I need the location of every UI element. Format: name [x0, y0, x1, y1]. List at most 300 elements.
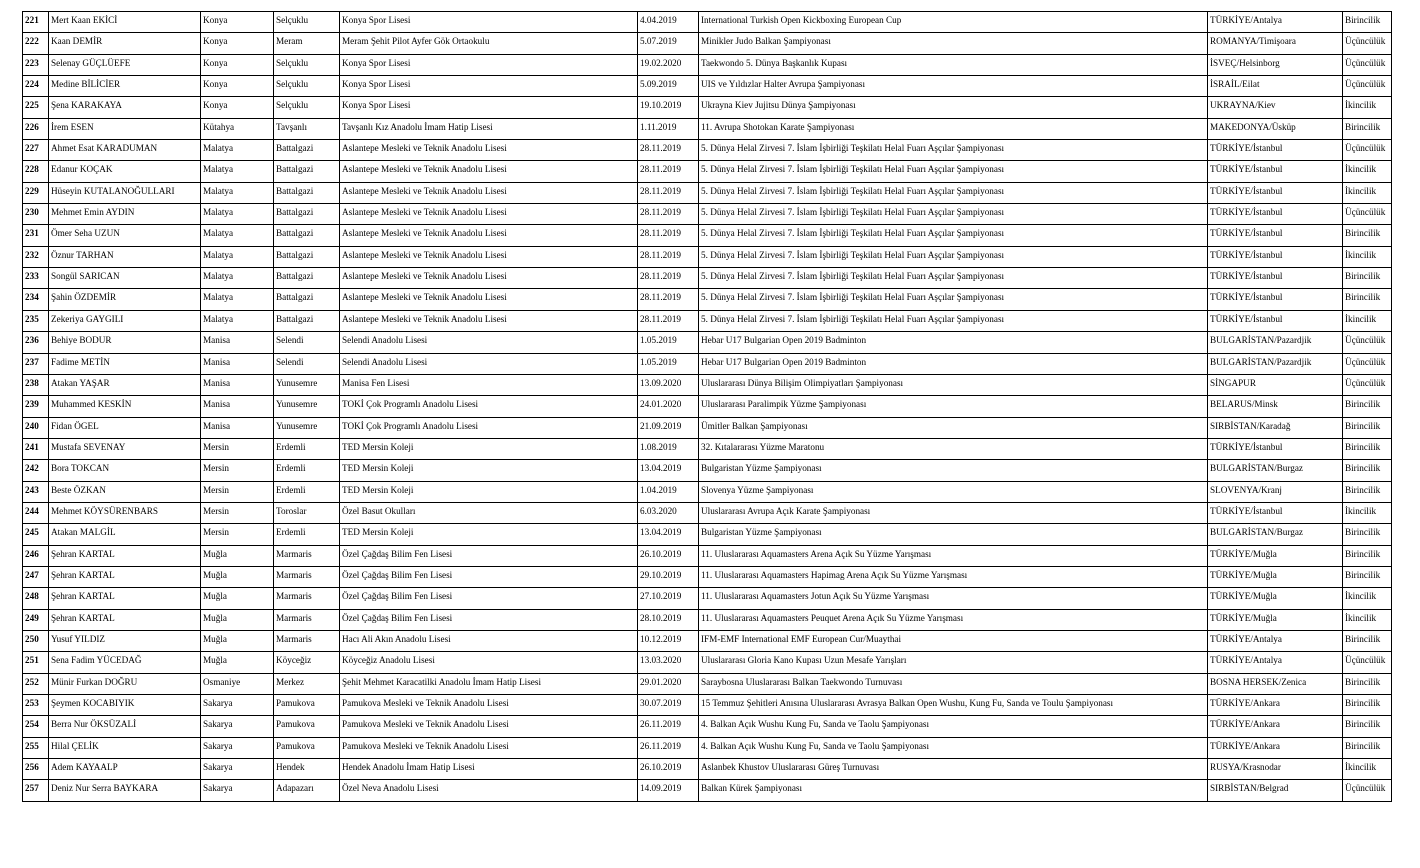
achievement-rank-cell: Üçüncülük: [1343, 353, 1392, 374]
row-number-cell: 254: [23, 716, 49, 737]
table-row: [23, 33, 1392, 54]
achievement-rank-cell: Üçüncülük: [1343, 33, 1392, 54]
table-row: [23, 695, 1392, 716]
row-number-cell: 229: [23, 182, 49, 203]
achievement-rank-cell: Birincilik: [1343, 417, 1392, 438]
school-name-cell: Köyceğiz Anadolu Lisesi: [340, 652, 638, 673]
row-number-cell: 244: [23, 502, 49, 523]
district-cell: Selçuklu: [274, 12, 340, 33]
achievement-rank-cell: Birincilik: [1343, 396, 1392, 417]
achievement-rank-cell: Üçüncülük: [1343, 204, 1392, 225]
achievement-rank-cell: İkincilik: [1343, 161, 1392, 182]
row-number-cell: 236: [23, 332, 49, 353]
achievement-rank-cell: İkincilik: [1343, 182, 1392, 203]
event-name-cell: International Turkish Open Kickboxing European Cup: [699, 12, 1208, 33]
district-cell: Erdemli: [274, 481, 340, 502]
student-name-cell: Yusuf YILDIZ: [49, 630, 201, 651]
school-name-cell: Aslantepe Mesleki ve Teknik Anadolu Lisesi: [340, 140, 638, 161]
event-name-cell: 11. Uluslararası Aquamasters Jotun Açık Su Yüzme Yarışması: [699, 588, 1208, 609]
event-name-cell: 4. Balkan Açık Wushu Kung Fu, Sanda ve Taolu Şampiyonası: [699, 737, 1208, 758]
event-name-cell: 5. Dünya Helal Zirvesi 7. İslam İşbirliği Teşkilatı Helal Fuarı Aşçılar Şampiyonası: [699, 161, 1208, 182]
achievement-rank-cell: İkincilik: [1343, 759, 1392, 780]
event-date-cell: 24.01.2020: [638, 396, 699, 417]
district-cell: Battalgazi: [274, 310, 340, 331]
district-cell: Marmaris: [274, 609, 340, 630]
achievement-rank-cell: İkincilik: [1343, 609, 1392, 630]
student-name-cell: Behiye BODUR: [49, 332, 201, 353]
row-number-cell: 230: [23, 204, 49, 225]
row-number-cell: 253: [23, 695, 49, 716]
event-name-cell: 32. Kıtalararası Yüzme Maratonu: [699, 438, 1208, 459]
achievement-rank-cell: İkincilik: [1343, 588, 1392, 609]
event-name-cell: 5. Dünya Helal Zirvesi 7. İslam İşbirliği Teşkilatı Helal Fuarı Aşçılar Şampiyonası: [699, 182, 1208, 203]
student-name-cell: Münir Furkan DOĞRU: [49, 673, 201, 694]
event-date-cell: 28.11.2019: [638, 182, 699, 203]
city-cell: Muğla: [201, 545, 274, 566]
event-location-cell: TÜRKİYE/Ankara: [1208, 716, 1343, 737]
row-number-cell: 247: [23, 566, 49, 587]
achievement-rank-cell: Birincilik: [1343, 438, 1392, 459]
row-number-cell: 228: [23, 161, 49, 182]
achievement-rank-cell: Birincilik: [1343, 460, 1392, 481]
table-row: [23, 374, 1392, 395]
achievement-rank-cell: Birincilik: [1343, 545, 1392, 566]
student-name-cell: Selenay GÜÇLÜEFE: [49, 54, 201, 75]
school-name-cell: Konya Spor Lisesi: [340, 12, 638, 33]
school-name-cell: Özel Çağdaş Bilim Fen Lisesi: [340, 609, 638, 630]
school-name-cell: Özel Çağdaş Bilim Fen Lisesi: [340, 545, 638, 566]
school-name-cell: Aslantepe Mesleki ve Teknik Anadolu Lisesi: [340, 246, 638, 267]
event-name-cell: Uluslararası Dünya Bilişim Olimpiyatları Şampiyonası: [699, 374, 1208, 395]
event-name-cell: Ümitler Balkan Şampiyonası: [699, 417, 1208, 438]
achievement-rank-cell: Birincilik: [1343, 566, 1392, 587]
district-cell: Marmaris: [274, 545, 340, 566]
student-name-cell: Edanur KOÇAK: [49, 161, 201, 182]
student-name-cell: Mehmet KÖYSÜRENBARS: [49, 502, 201, 523]
event-date-cell: 29.01.2020: [638, 673, 699, 694]
city-cell: Muğla: [201, 566, 274, 587]
table-row: [23, 609, 1392, 630]
achievement-rank-cell: Birincilik: [1343, 289, 1392, 310]
event-name-cell: 5. Dünya Helal Zirvesi 7. İslam İşbirliği Teşkilatı Helal Fuarı Aşçılar Şampiyonası: [699, 268, 1208, 289]
event-date-cell: 29.10.2019: [638, 566, 699, 587]
row-number-cell: 226: [23, 118, 49, 139]
city-cell: Mersin: [201, 438, 274, 459]
city-cell: Malatya: [201, 268, 274, 289]
district-cell: Marmaris: [274, 588, 340, 609]
event-name-cell: Ukrayna Kiev Jujitsu Dünya Şampiyonası: [699, 97, 1208, 118]
table-row: [23, 332, 1392, 353]
table-row: [23, 673, 1392, 694]
district-cell: Selçuklu: [274, 76, 340, 97]
event-name-cell: IFM-EMF International EMF European Cur/Muaythai: [699, 630, 1208, 651]
student-name-cell: Atakan MALGİL: [49, 524, 201, 545]
table-row: [23, 54, 1392, 75]
row-number-cell: 242: [23, 460, 49, 481]
district-cell: Pamukova: [274, 695, 340, 716]
city-cell: Muğla: [201, 630, 274, 651]
event-location-cell: İSVEÇ/Helsinborg: [1208, 54, 1343, 75]
event-date-cell: 14.09.2019: [638, 780, 699, 801]
district-cell: Battalgazi: [274, 140, 340, 161]
student-name-cell: Zekeriya GAYGILI: [49, 310, 201, 331]
row-number-cell: 250: [23, 630, 49, 651]
event-date-cell: 5.07.2019: [638, 33, 699, 54]
student-name-cell: Mustafa SEVENAY: [49, 438, 201, 459]
event-name-cell: 5. Dünya Helal Zirvesi 7. İslam İşbirliği Teşkilatı Helal Fuarı Aşçılar Şampiyonası: [699, 289, 1208, 310]
district-cell: Erdemli: [274, 460, 340, 481]
event-date-cell: 13.04.2019: [638, 524, 699, 545]
event-name-cell: 11. Avrupa Shotokan Karate Şampiyonası: [699, 118, 1208, 139]
event-name-cell: Bulgaristan Yüzme Şampiyonası: [699, 460, 1208, 481]
row-number-cell: 252: [23, 673, 49, 694]
table-row: [23, 182, 1392, 203]
school-name-cell: Şehit Mehmet Karacatilki Anadolu İmam Hatip Lisesi: [340, 673, 638, 694]
event-location-cell: BULGARİSTAN/Pazardjik: [1208, 332, 1343, 353]
event-name-cell: Uluslararası Avrupa Açık Karate Şampiyonası: [699, 502, 1208, 523]
city-cell: Konya: [201, 54, 274, 75]
student-name-cell: Beste ÖZKAN: [49, 481, 201, 502]
event-date-cell: 6.03.2020: [638, 502, 699, 523]
student-name-cell: Fidan ÖGEL: [49, 417, 201, 438]
event-date-cell: 26.11.2019: [638, 716, 699, 737]
event-date-cell: 13.09.2020: [638, 374, 699, 395]
row-number-cell: 223: [23, 54, 49, 75]
event-location-cell: RUSYA/Krasnodar: [1208, 759, 1343, 780]
student-name-cell: Adem KAYAALP: [49, 759, 201, 780]
school-name-cell: Aslantepe Mesleki ve Teknik Anadolu Lisesi: [340, 161, 638, 182]
district-cell: Adapazarı: [274, 780, 340, 801]
event-name-cell: Hebar U17 Bulgarian Open 2019 Badminton: [699, 332, 1208, 353]
event-date-cell: 21.09.2019: [638, 417, 699, 438]
table-row: [23, 417, 1392, 438]
table-row: [23, 588, 1392, 609]
achievement-rank-cell: Birincilik: [1343, 481, 1392, 502]
table-row: [23, 310, 1392, 331]
row-number-cell: 221: [23, 12, 49, 33]
row-number-cell: 240: [23, 417, 49, 438]
event-location-cell: TÜRKİYE/İstanbul: [1208, 225, 1343, 246]
achievement-rank-cell: İkincilik: [1343, 97, 1392, 118]
event-name-cell: 11. Uluslararası Aquamasters Hapimag Arena Açık Su Yüzme Yarışması: [699, 566, 1208, 587]
school-name-cell: Aslantepe Mesleki ve Teknik Anadolu Lisesi: [340, 182, 638, 203]
school-name-cell: Aslantepe Mesleki ve Teknik Anadolu Lisesi: [340, 225, 638, 246]
table-row: [23, 76, 1392, 97]
table-row: [23, 97, 1392, 118]
event-location-cell: BULGARİSTAN/Burgaz: [1208, 524, 1343, 545]
district-cell: Selçuklu: [274, 97, 340, 118]
event-date-cell: 26.11.2019: [638, 737, 699, 758]
table-row: [23, 396, 1392, 417]
event-location-cell: SIRBİSTAN/Karadağ: [1208, 417, 1343, 438]
table-row: [23, 12, 1392, 33]
event-date-cell: 1.11.2019: [638, 118, 699, 139]
event-location-cell: TÜRKİYE/İstanbul: [1208, 502, 1343, 523]
district-cell: Pamukova: [274, 716, 340, 737]
results-table-body: [23, 12, 1392, 802]
table-row: [23, 737, 1392, 758]
event-date-cell: 19.02.2020: [638, 54, 699, 75]
achievement-rank-cell: Birincilik: [1343, 673, 1392, 694]
city-cell: Muğla: [201, 652, 274, 673]
event-location-cell: UKRAYNA/Kiev: [1208, 97, 1343, 118]
city-cell: Osmaniye: [201, 673, 274, 694]
school-name-cell: TED Mersin Koleji: [340, 481, 638, 502]
row-number-cell: 256: [23, 759, 49, 780]
event-date-cell: 28.11.2019: [638, 268, 699, 289]
school-name-cell: Selendi Anadolu Lisesi: [340, 353, 638, 374]
row-number-cell: 232: [23, 246, 49, 267]
school-name-cell: Konya Spor Lisesi: [340, 76, 638, 97]
event-name-cell: 15 Temmuz Şehitleri Anısına Uluslararası Avrasya Balkan Open Wushu, Kung Fu, Sanda ve Toulu Şampiyonası: [699, 695, 1208, 716]
event-location-cell: TÜRKİYE/İstanbul: [1208, 204, 1343, 225]
school-name-cell: Özel Çağdaş Bilim Fen Lisesi: [340, 588, 638, 609]
event-location-cell: ROMANYA/Timişoara: [1208, 33, 1343, 54]
city-cell: Mersin: [201, 502, 274, 523]
city-cell: Sakarya: [201, 780, 274, 801]
student-name-cell: Songül SARICAN: [49, 268, 201, 289]
event-location-cell: SIRBİSTAN/Belgrad: [1208, 780, 1343, 801]
student-name-cell: Deniz Nur Serra BAYKARA: [49, 780, 201, 801]
row-number-cell: 246: [23, 545, 49, 566]
district-cell: Battalgazi: [274, 289, 340, 310]
achievement-rank-cell: Üçüncülük: [1343, 332, 1392, 353]
district-cell: Battalgazi: [274, 204, 340, 225]
district-cell: Yunusemre: [274, 396, 340, 417]
student-name-cell: Şahin ÖZDEMİR: [49, 289, 201, 310]
city-cell: Sakarya: [201, 737, 274, 758]
table-row: [23, 161, 1392, 182]
district-cell: Erdemli: [274, 524, 340, 545]
row-number-cell: 251: [23, 652, 49, 673]
district-cell: Battalgazi: [274, 161, 340, 182]
row-number-cell: 237: [23, 353, 49, 374]
results-sheet: [22, 11, 1392, 802]
student-name-cell: Bora TOKCAN: [49, 460, 201, 481]
student-name-cell: Hüseyin KUTALANOĞULLARI: [49, 182, 201, 203]
school-name-cell: Tavşanlı Kız Anadolu İmam Hatip Lisesi: [340, 118, 638, 139]
school-name-cell: Pamukova Mesleki ve Teknik Anadolu Lisesi: [340, 695, 638, 716]
event-date-cell: 28.11.2019: [638, 246, 699, 267]
table-row: [23, 566, 1392, 587]
event-name-cell: Aslanbek Khustov Uluslararası Güreş Turnuvası: [699, 759, 1208, 780]
event-date-cell: 13.03.2020: [638, 652, 699, 673]
city-cell: Mersin: [201, 481, 274, 502]
event-date-cell: 10.12.2019: [638, 630, 699, 651]
achievement-rank-cell: Birincilik: [1343, 630, 1392, 651]
event-location-cell: TÜRKİYE/İstanbul: [1208, 182, 1343, 203]
event-date-cell: 28.11.2019: [638, 161, 699, 182]
event-location-cell: TÜRKİYE/İstanbul: [1208, 268, 1343, 289]
city-cell: Malatya: [201, 204, 274, 225]
results-table: [22, 11, 1392, 802]
event-date-cell: 30.07.2019: [638, 695, 699, 716]
table-row: [23, 289, 1392, 310]
student-name-cell: Mehmet Emin AYDIN: [49, 204, 201, 225]
district-cell: Yunusemre: [274, 374, 340, 395]
event-name-cell: Saraybosna Uluslararası Balkan Taekwondo Turnuvası: [699, 673, 1208, 694]
city-cell: Manisa: [201, 353, 274, 374]
achievement-rank-cell: Birincilik: [1343, 716, 1392, 737]
achievement-rank-cell: Birincilik: [1343, 268, 1392, 289]
table-row: [23, 268, 1392, 289]
table-row: [23, 502, 1392, 523]
student-name-cell: Öznur TARHAN: [49, 246, 201, 267]
event-date-cell: 1.05.2019: [638, 332, 699, 353]
event-name-cell: 4. Balkan Açık Wushu Kung Fu, Sanda ve Taolu Şampiyonası: [699, 716, 1208, 737]
city-cell: Manisa: [201, 374, 274, 395]
achievement-rank-cell: Birincilik: [1343, 118, 1392, 139]
event-name-cell: Taekwondo 5. Dünya Başkanlık Kupası: [699, 54, 1208, 75]
table-row: [23, 545, 1392, 566]
school-name-cell: Özel Basut Okulları: [340, 502, 638, 523]
district-cell: Battalgazi: [274, 225, 340, 246]
row-number-cell: 241: [23, 438, 49, 459]
event-location-cell: MAKEDONYA/Üsküp: [1208, 118, 1343, 139]
row-number-cell: 234: [23, 289, 49, 310]
district-cell: Merkez: [274, 673, 340, 694]
city-cell: Manisa: [201, 332, 274, 353]
school-name-cell: Aslantepe Mesleki ve Teknik Anadolu Lisesi: [340, 268, 638, 289]
event-date-cell: 26.10.2019: [638, 759, 699, 780]
event-location-cell: TÜRKİYE/Antalya: [1208, 12, 1343, 33]
school-name-cell: Aslantepe Mesleki ve Teknik Anadolu Lisesi: [340, 204, 638, 225]
district-cell: Battalgazi: [274, 246, 340, 267]
event-location-cell: TÜRKİYE/Muğla: [1208, 609, 1343, 630]
table-row: [23, 140, 1392, 161]
event-name-cell: UIS ve Yıldızlar Halter Avrupa Şampiyonası: [699, 76, 1208, 97]
event-name-cell: 5. Dünya Helal Zirvesi 7. İslam İşbirliği Teşkilatı Helal Fuarı Aşçılar Şampiyonası: [699, 204, 1208, 225]
event-date-cell: 28.11.2019: [638, 204, 699, 225]
table-row: [23, 460, 1392, 481]
achievement-rank-cell: İkincilik: [1343, 246, 1392, 267]
row-number-cell: 224: [23, 76, 49, 97]
district-cell: Yunusemre: [274, 417, 340, 438]
student-name-cell: Sena Fadim YÜCEDAĞ: [49, 652, 201, 673]
district-cell: Erdemli: [274, 438, 340, 459]
event-name-cell: Bulgaristan Yüzme Şampiyonası: [699, 524, 1208, 545]
student-name-cell: Şehran KARTAL: [49, 609, 201, 630]
event-date-cell: 28.11.2019: [638, 310, 699, 331]
event-name-cell: Uluslararası Gloria Kano Kupası Uzun Mesafe Yarışları: [699, 652, 1208, 673]
achievement-rank-cell: Birincilik: [1343, 695, 1392, 716]
achievement-rank-cell: İkincilik: [1343, 310, 1392, 331]
achievement-rank-cell: Üçüncülük: [1343, 54, 1392, 75]
table-row: [23, 524, 1392, 545]
row-number-cell: 227: [23, 140, 49, 161]
event-location-cell: BELARUS/Minsk: [1208, 396, 1343, 417]
achievement-rank-cell: Üçüncülük: [1343, 76, 1392, 97]
event-location-cell: SLOVENYA/Kranj: [1208, 481, 1343, 502]
event-date-cell: 1.05.2019: [638, 353, 699, 374]
city-cell: Manisa: [201, 396, 274, 417]
table-row: [23, 481, 1392, 502]
city-cell: Malatya: [201, 289, 274, 310]
student-name-cell: İrem ESEN: [49, 118, 201, 139]
event-location-cell: SİNGAPUR: [1208, 374, 1343, 395]
table-row: [23, 118, 1392, 139]
event-location-cell: TÜRKİYE/İstanbul: [1208, 161, 1343, 182]
city-cell: Sakarya: [201, 759, 274, 780]
event-location-cell: TÜRKİYE/Ankara: [1208, 737, 1343, 758]
event-name-cell: Slovenya Yüzme Şampiyonası: [699, 481, 1208, 502]
event-date-cell: 28.11.2019: [638, 289, 699, 310]
city-cell: Konya: [201, 33, 274, 54]
city-cell: Malatya: [201, 140, 274, 161]
table-row: [23, 204, 1392, 225]
city-cell: Konya: [201, 97, 274, 118]
school-name-cell: Konya Spor Lisesi: [340, 54, 638, 75]
school-name-cell: TED Mersin Koleji: [340, 524, 638, 545]
row-number-cell: 243: [23, 481, 49, 502]
row-number-cell: 255: [23, 737, 49, 758]
row-number-cell: 231: [23, 225, 49, 246]
city-cell: Konya: [201, 76, 274, 97]
row-number-cell: 225: [23, 97, 49, 118]
city-cell: Mersin: [201, 524, 274, 545]
event-location-cell: BULGARİSTAN/Burgaz: [1208, 460, 1343, 481]
school-name-cell: Aslantepe Mesleki ve Teknik Anadolu Lisesi: [340, 289, 638, 310]
student-name-cell: Ahmet Esat KARADUMAN: [49, 140, 201, 161]
event-location-cell: TÜRKİYE/İstanbul: [1208, 289, 1343, 310]
row-number-cell: 239: [23, 396, 49, 417]
school-name-cell: Özel Çağdaş Bilim Fen Lisesi: [340, 566, 638, 587]
row-number-cell: 248: [23, 588, 49, 609]
achievement-rank-cell: Birincilik: [1343, 225, 1392, 246]
district-cell: Meram: [274, 33, 340, 54]
school-name-cell: TOKİ Çok Programlı Anadolu Lisesi: [340, 417, 638, 438]
achievement-rank-cell: Üçüncülük: [1343, 374, 1392, 395]
event-location-cell: TÜRKİYE/İstanbul: [1208, 246, 1343, 267]
table-row: [23, 630, 1392, 651]
table-row: [23, 652, 1392, 673]
district-cell: Battalgazi: [274, 182, 340, 203]
school-name-cell: Hendek Anadolu İmam Hatip Lisesi: [340, 759, 638, 780]
event-location-cell: TÜRKİYE/İstanbul: [1208, 140, 1343, 161]
student-name-cell: Medine BİLİCİER: [49, 76, 201, 97]
student-name-cell: Hilal ÇELİK: [49, 737, 201, 758]
student-name-cell: Kaan DEMİR: [49, 33, 201, 54]
school-name-cell: Konya Spor Lisesi: [340, 97, 638, 118]
district-cell: Toroslar: [274, 502, 340, 523]
table-row: [23, 246, 1392, 267]
event-location-cell: TÜRKİYE/Antalya: [1208, 630, 1343, 651]
district-cell: Selendi: [274, 332, 340, 353]
event-date-cell: 4.04.2019: [638, 12, 699, 33]
event-location-cell: BULGARİSTAN/Pazardjik: [1208, 353, 1343, 374]
table-row: [23, 225, 1392, 246]
table-row: [23, 759, 1392, 780]
event-date-cell: 27.10.2019: [638, 588, 699, 609]
event-name-cell: Minikler Judo Balkan Şampiyonası: [699, 33, 1208, 54]
district-cell: Marmaris: [274, 630, 340, 651]
event-location-cell: TÜRKİYE/Antalya: [1208, 652, 1343, 673]
city-cell: Malatya: [201, 182, 274, 203]
event-date-cell: 1.08.2019: [638, 438, 699, 459]
city-cell: Malatya: [201, 161, 274, 182]
row-number-cell: 233: [23, 268, 49, 289]
event-date-cell: 19.10.2019: [638, 97, 699, 118]
student-name-cell: Ömer Seha UZUN: [49, 225, 201, 246]
event-name-cell: Hebar U17 Bulgarian Open 2019 Badminton: [699, 353, 1208, 374]
event-name-cell: 11. Uluslararası Aquamasters Peuquet Arena Açık Su Yüzme Yarışması: [699, 609, 1208, 630]
event-date-cell: 13.04.2019: [638, 460, 699, 481]
student-name-cell: Şehran KARTAL: [49, 588, 201, 609]
school-name-cell: TOKİ Çok Programlı Anadolu Lisesi: [340, 396, 638, 417]
student-name-cell: Şehran KARTAL: [49, 566, 201, 587]
school-name-cell: Selendi Anadolu Lisesi: [340, 332, 638, 353]
school-name-cell: Pamukova Mesleki ve Teknik Anadolu Lisesi: [340, 737, 638, 758]
